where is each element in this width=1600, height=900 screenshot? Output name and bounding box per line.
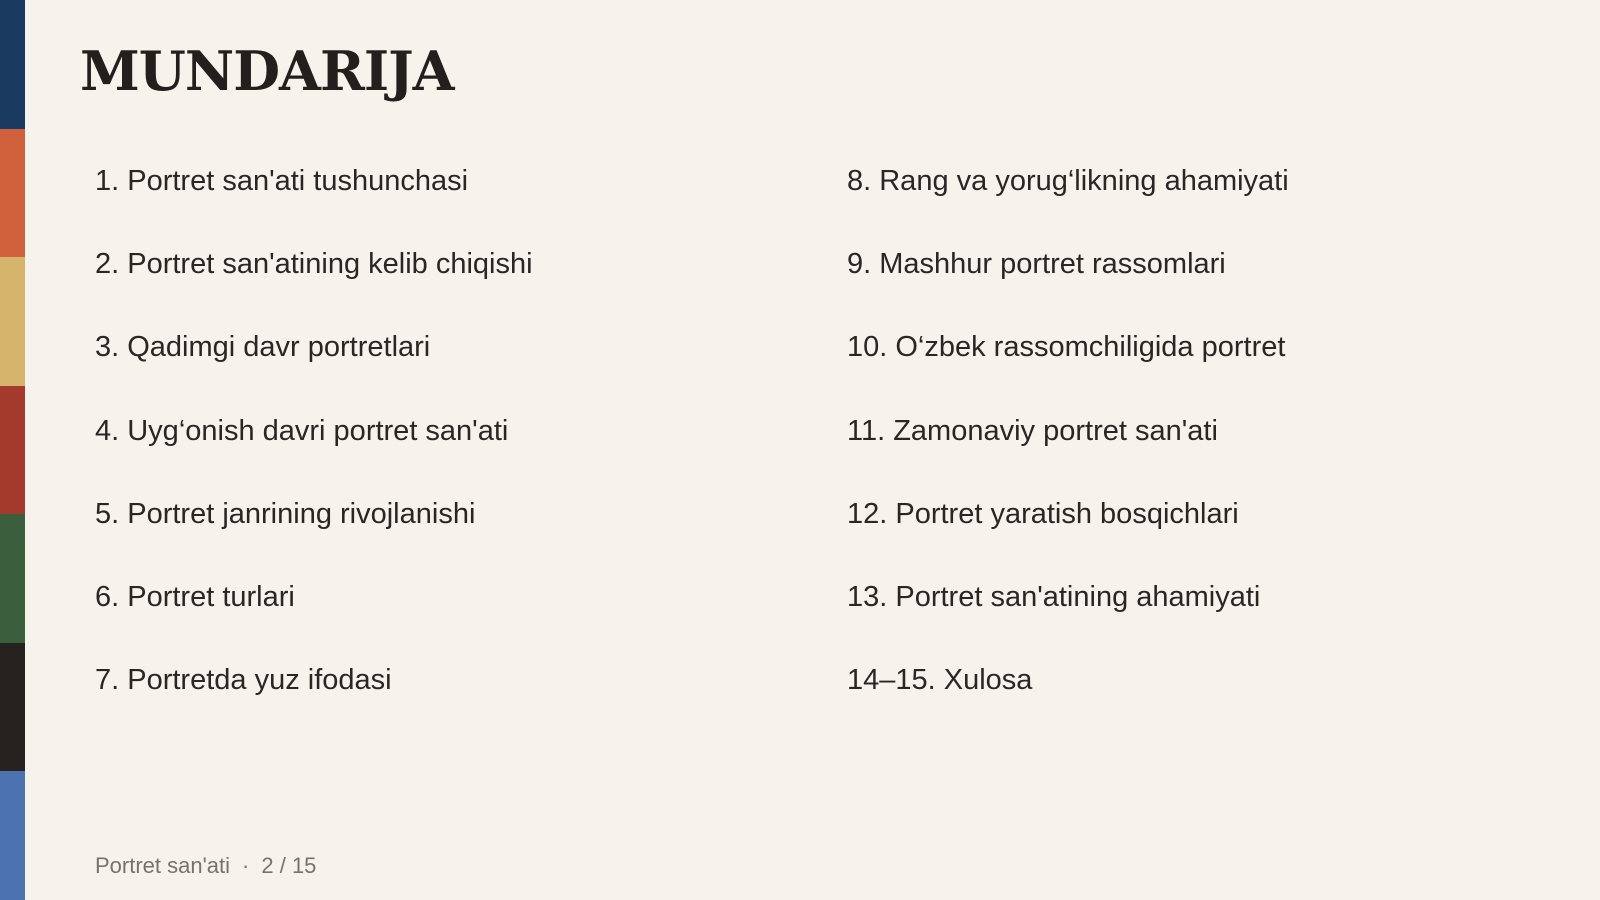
- strip-segment: [0, 129, 25, 258]
- footer: [95, 853, 316, 879]
- toc-item: 2. Portret san'atining kelib chiqishi: [95, 248, 533, 281]
- toc-item: 8. Rang va yorug‘likning ahamiyati: [847, 165, 1289, 197]
- toc-item: 11. Zamonaviy portret san'ati: [847, 414, 1218, 447]
- toc-item: 7. Portretda yuz ifodasi: [95, 664, 392, 697]
- toc-item: 10. O‘zbek rassomchiligida portret: [847, 331, 1286, 364]
- strip-segment: [0, 643, 25, 772]
- toc-column-right: [847, 158, 1547, 740]
- strip-segment: [0, 257, 25, 386]
- footer-topic: Portret san'ati: [95, 853, 231, 878]
- toc-item: 14–15. Xulosa: [847, 664, 1033, 697]
- toc-item: 9. Mashhur portret rassomlari: [847, 248, 1226, 281]
- strip-segment: [0, 514, 25, 643]
- toc-item: 5. Portret janrining rivojlanishi: [95, 497, 476, 530]
- strip-segment: [0, 386, 25, 515]
- strip-segment: [0, 771, 25, 900]
- toc-item: 12. Portret yaratish bosqichlari: [847, 497, 1239, 530]
- toc-item: 4. Uyg‘onish davri portret san'ati: [95, 414, 509, 447]
- toc-item: 6. Portret turlari: [95, 580, 295, 613]
- page-title: MUNDARIJA: [80, 39, 454, 103]
- toc-column-left: [95, 158, 775, 740]
- page-number: 2 / 15: [261, 853, 317, 878]
- color-strip: [0, 0, 25, 900]
- toc-item: 1. Portret san'ati tushunchasi: [95, 165, 469, 197]
- toc-item: 3. Qadimgi davr portretlari: [95, 331, 431, 364]
- toc-item: 13. Portret san'atining ahamiyati: [847, 580, 1261, 613]
- strip-segment: [0, 0, 25, 129]
- footer-separator: ·: [242, 853, 250, 878]
